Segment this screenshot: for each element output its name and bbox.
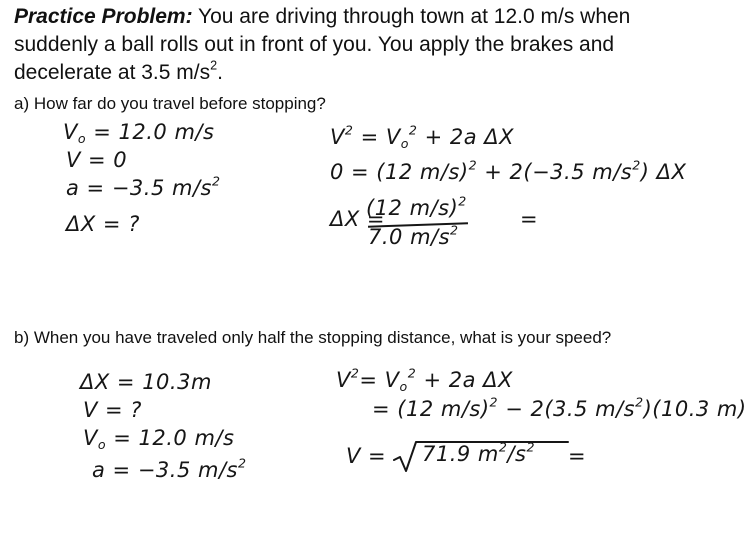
part-a-given-initial-velocity: $V_o = 12.0$ m/s [63,120,215,146]
part-a-equation-substituted: 0 = (12 m/s)$^2$ + 2(−3.5 $m/s^2$) ΔX [330,157,687,184]
problem-end: . [217,61,223,84]
part-b-given-acceleration: a = −3.5 $m/s^2$ [92,455,247,482]
part-a-fraction-denominator: 7.0 $m/s^2$ [368,222,459,249]
part-b-equation-solved [346,440,606,476]
part-a-given-displacement: ΔX = ? [66,212,140,236]
problem-heading: Practice Problem: [14,5,193,28]
part-b-solved-equals: = [568,444,587,468]
part-a-solved-lhs: ΔX = [330,207,386,231]
part-a-fraction [330,193,467,249]
part-a-given-final-velocity: V = 0 [66,148,128,172]
part-a-solved-equals: = [520,207,539,231]
problem-exponent: 2 [210,58,218,73]
problem-text: You are driving through town at 12.0 m/s when suddenly a ball rolls out in front of you. You apply the brakes and decelerate at 3.5 m/s [14,5,631,84]
part-b-equation-substituted: = (12 m/s)$^2$ − 2(3.5 $m/s^2)(10.3$ m) [372,394,747,421]
part-b-given-final-velocity: V = ? [83,398,142,422]
part-b-equation-kinematic: $V^2= V_o^2 + 2a$ ΔX [336,365,513,394]
part-b-given-initial-velocity: $V_o = 12.0$ m/s [83,426,235,452]
part-b-given-displacement: ΔX = 10.3m [80,370,212,394]
problem-statement [14,3,714,87]
part-a-given-acceleration: a = −3.5 $m/s^2$ [66,173,221,200]
part-a-equation-solved [330,193,570,252]
part-a-equation-kinematic: $V^2 = V_o^2 + 2a$ ΔX [330,122,515,151]
square-root-radicand: 71.9 $m^2/s^2$ [422,439,535,466]
part-b-solved-lhs: V = [346,444,387,468]
square-root [392,440,572,474]
part-a-fraction-numerator: (12 m/s)$^2$ [366,193,467,220]
part-a-question: a) How far do you travel before stopping? [14,94,326,113]
part-b-question: b) When you have traveled only half the stopping distance, what is your speed? [14,328,612,347]
